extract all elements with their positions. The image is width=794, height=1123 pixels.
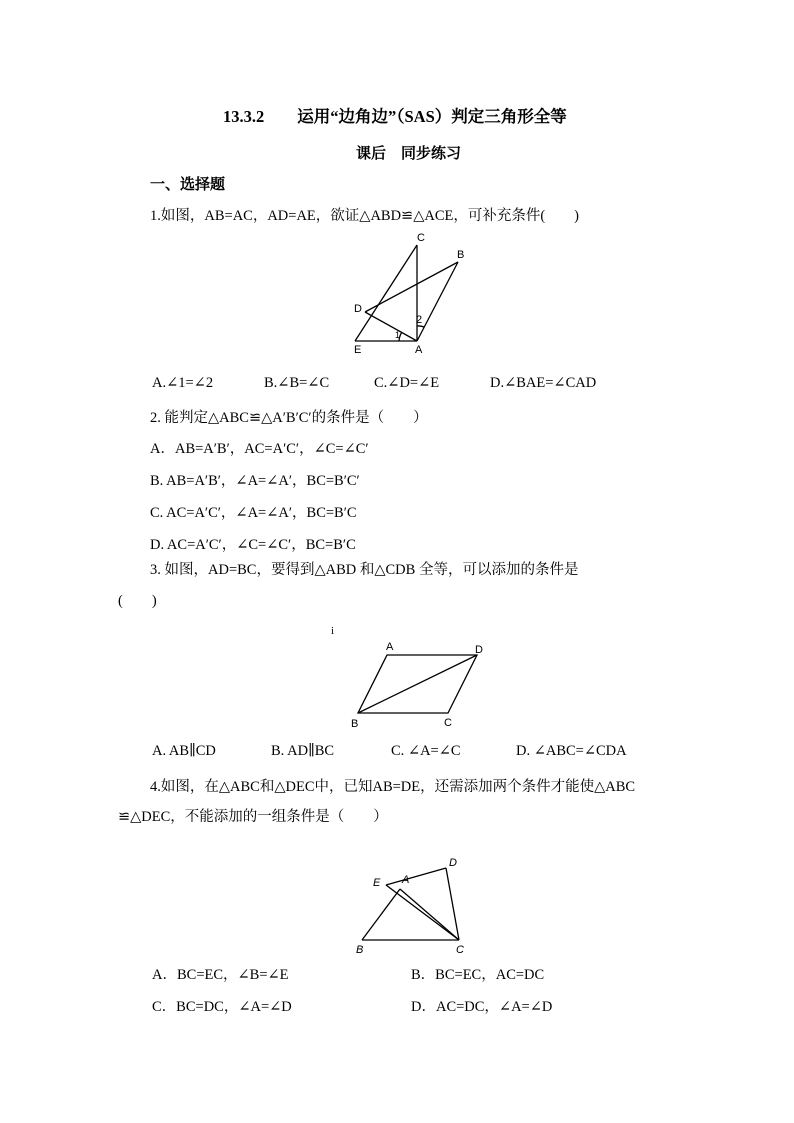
q3-option-b: B. AD∥BC xyxy=(271,743,335,759)
q1-option-c: C.∠D=∠E xyxy=(374,375,440,391)
q2-option-b: B. AB=A′B′，∠A=∠A′，BC=B′C′ xyxy=(150,473,360,489)
q1-option-b: B.∠B=∠C xyxy=(264,375,330,391)
label-angle-1: 1 xyxy=(395,330,401,340)
q3-option-d: D. ∠ABC=∠CDA xyxy=(516,743,627,759)
label-B: B xyxy=(457,249,465,261)
question-3-figure xyxy=(345,637,495,732)
segment-DE xyxy=(386,868,446,885)
label-E: E xyxy=(373,877,381,889)
question-4-figure xyxy=(352,852,477,957)
label-D: D xyxy=(449,857,457,869)
label-D: D xyxy=(354,303,362,315)
page-subtitle: 课后 同步练习 xyxy=(356,146,462,162)
page-title: 13.3.2 运用“边角边”（SAS）判定三角形全等 xyxy=(223,107,567,126)
question-3-stem-line2: ( ) xyxy=(118,593,157,609)
q1-option-a: A.∠1=∠2 xyxy=(152,375,214,391)
label-C: C xyxy=(456,944,464,956)
diagonal-BD xyxy=(358,655,477,713)
stray-mark: i xyxy=(331,625,335,637)
q3-option-c: C. ∠A=∠C xyxy=(391,743,461,759)
label-D: D xyxy=(475,644,483,656)
section-heading: 一、选择题 xyxy=(150,177,226,193)
question-3-stem-line1: 3. 如图，AD=BC，要得到△ABD 和△CDB 全等，可以添加的条件是 xyxy=(150,562,579,578)
segment-DB xyxy=(365,262,458,312)
label-A: A xyxy=(402,874,410,886)
question-1-figure xyxy=(345,228,470,358)
question-2-stem: 2. 能判定△ABC≌△A′B′C′的条件是（ ） xyxy=(150,410,428,426)
segment-DC xyxy=(446,868,459,940)
q4-option-b: B．BC=EC，AC=DC xyxy=(411,967,545,983)
question-1-stem: 1.如图，AB=AC，AD=AE，欲证△ABD≌△ACE，可补充条件( ) xyxy=(150,208,580,224)
q2-option-a: A．AB=A′B′，AC=A′C′，∠C=∠C′ xyxy=(150,441,369,457)
segment-BA xyxy=(417,262,458,341)
q2-option-c: C. AC=A′C′，∠A=∠A′，BC=B′C xyxy=(150,505,357,521)
q4-option-c: C．BC=DC，∠A=∠D xyxy=(152,999,292,1015)
label-angle-2: 2 xyxy=(416,314,423,326)
q3-option-a: A. AB∥CD xyxy=(152,743,216,759)
label-B: B xyxy=(356,944,364,956)
label-B: B xyxy=(351,718,359,730)
q1-option-d: D.∠BAE=∠CAD xyxy=(490,375,597,391)
segment-DA xyxy=(365,312,417,341)
question-4-stem-line1: 4.如图，在△ABC和△DEC中，已知AB=DE，还需添加两个条件才能使△ABC xyxy=(150,779,636,795)
segment-BA xyxy=(362,889,400,940)
label-A: A xyxy=(415,344,423,356)
segment-CE xyxy=(355,245,417,341)
label-C: C xyxy=(417,232,425,244)
label-A: A xyxy=(386,641,394,653)
q4-option-a: A．BC=EC，∠B=∠E xyxy=(152,967,289,983)
label-E: E xyxy=(354,344,362,356)
angle-2-arc xyxy=(417,326,424,327)
q4-option-d: D．AC=DC，∠A=∠D xyxy=(411,999,553,1015)
segment-AC xyxy=(400,889,459,940)
q2-option-d: D. AC=A′C′，∠C=∠C′，BC=B′C xyxy=(150,537,356,553)
question-4-stem-line2: ≌△DEC，不能添加的一组条件是（ ） xyxy=(118,809,388,825)
label-C: C xyxy=(444,717,452,729)
